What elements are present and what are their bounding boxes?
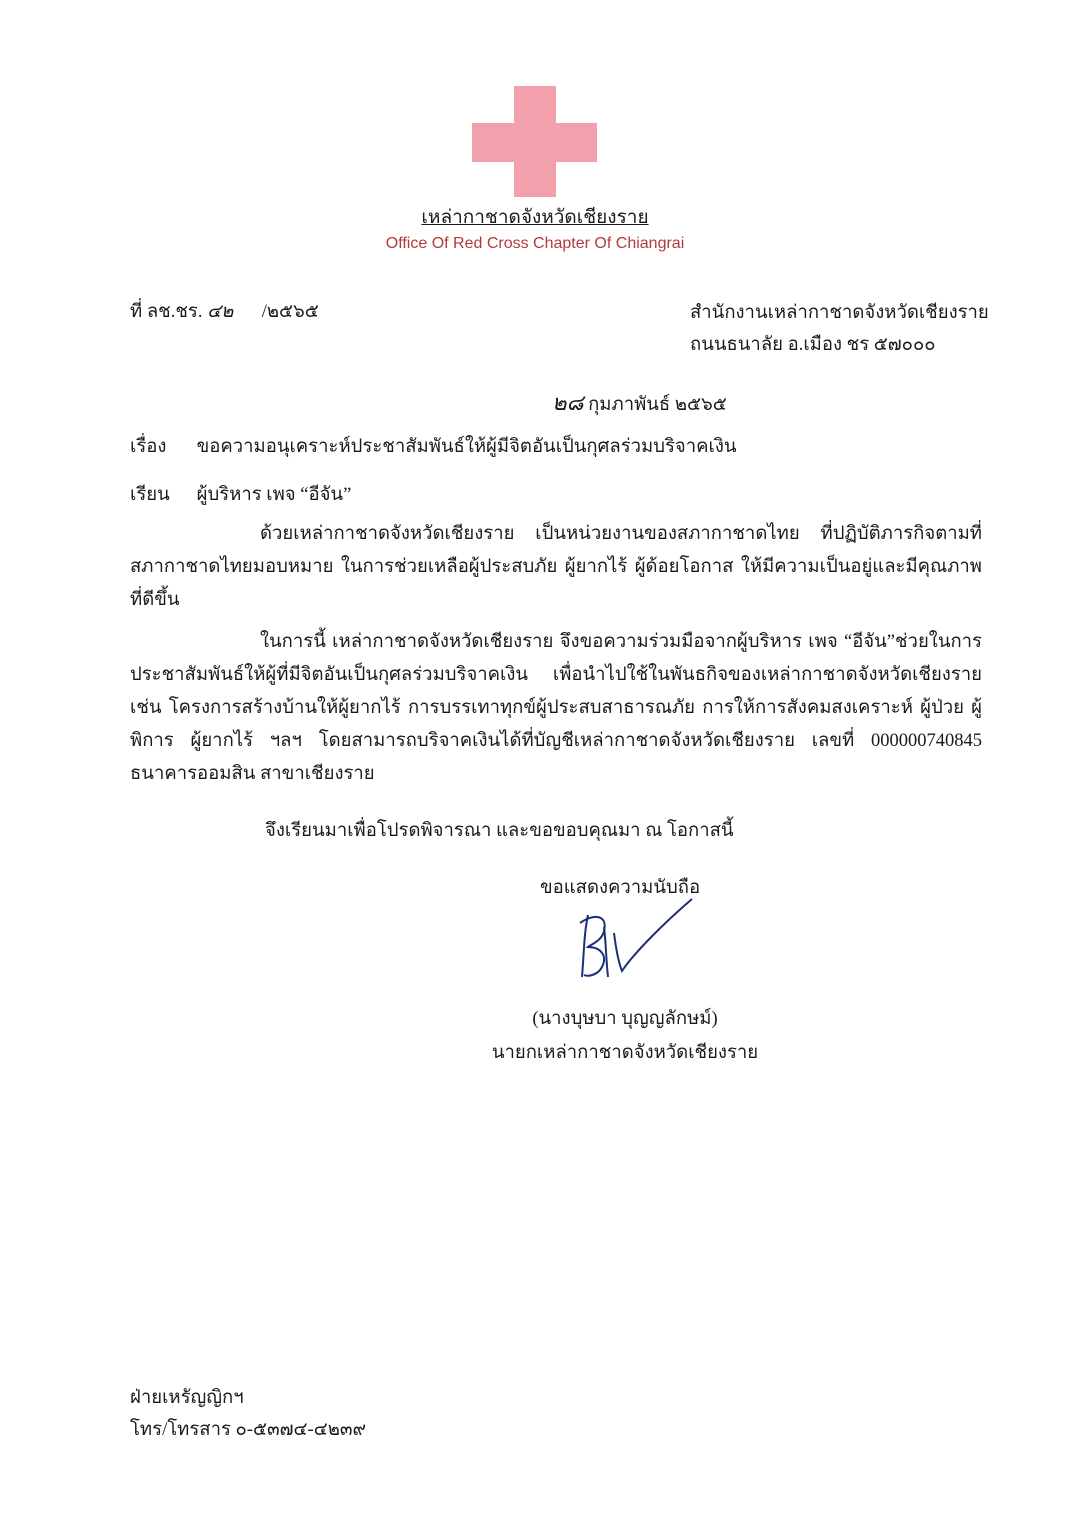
sender-address bbox=[690, 297, 989, 361]
handwritten-signature bbox=[574, 893, 698, 983]
footer-department: ฝ่ายเหรัญญิกฯ bbox=[130, 1388, 244, 1408]
org-name-thai: เหล่ากาชาดจังหวัดเชียงราย bbox=[421, 207, 649, 228]
footer-contact bbox=[130, 1382, 366, 1446]
subject-line bbox=[130, 432, 737, 461]
red-cross-logo bbox=[472, 86, 597, 197]
subject-label: เรื่อง bbox=[130, 437, 167, 457]
reference-number bbox=[130, 297, 319, 326]
reference-suffix: /๒๕๖๕ bbox=[261, 302, 319, 322]
address-line-2: ถนนธนาลัย อ.เมือง ชร ๕๗๐๐๐ bbox=[690, 335, 936, 355]
recipient-label: เรียน bbox=[130, 485, 170, 505]
address-line-1: สำนักงานเหล่ากาชาดจังหวัดเชียงราย bbox=[690, 303, 989, 323]
recipient-line bbox=[130, 480, 351, 509]
date-month-year: กุมภาพันธ์ ๒๕๖๕ bbox=[588, 395, 727, 415]
paragraph-2-text: ในการนี้ เหล่ากาชาดจังหวัดเชียงราย จึงขอความร่วมมือจากผู้บริหาร เพจ “อีจัน”ช่วยในการประชาสัมพันธ์ให้ผู้ที่มีจิตอันเป็นกุศลร่วมบริจาคเงิน เพื่อนำไปใช้ในพันธกิจของเหล่ากาชาดจังหวัดเชียงราย เช่น โครงการสร้างบ้านให้ผู้ยากไร้ การบรรเทาทุกข์ผู้ประสบสาธารณภัย การให้การสังคมสงเคราะห์ ผู้ป่วย ผู้พิการ ผู้ยากไร้ ฯลฯ โดยสามารถบริจาคเงินได้ที่บัญชีเหล่ากาชาดจังหวัดเชียงราย เลขที่ 000000740845 ธนาคารออมสิน สาขาเชียงราย bbox=[130, 632, 982, 784]
subject-text: ขอความอนุเคราะห์ประชาสัมพันธ์ให้ผู้มีจิตอันเป็นกุศลร่วมบริจาคเงิน bbox=[196, 437, 737, 457]
letter-date bbox=[552, 385, 727, 420]
recipient-text: ผู้บริหาร เพจ “อีจัน” bbox=[196, 485, 352, 505]
footer-phone: โทร/โทรสาร ๐-๕๓๗๔-๔๒๓๙ bbox=[130, 1420, 367, 1440]
body-paragraph-1 bbox=[130, 518, 982, 617]
reference-handwritten-number: ๔๒ bbox=[207, 301, 234, 322]
signer-title: นายกเหล่ากาชาดจังหวัดเชียงราย bbox=[491, 1043, 759, 1063]
reference-prefix: ที่ ลช.ชร. bbox=[130, 302, 203, 322]
date-handwritten-day: ๒๘ bbox=[552, 391, 584, 416]
body-paragraph-2 bbox=[130, 626, 982, 791]
closing-line: จึงเรียนมาเพื่อโปรดพิจารณา และขอขอบคุณมา ณ โอกาสนี้ bbox=[265, 821, 734, 841]
org-name-english: Office Of Red Cross Chapter Of Chiangrai bbox=[385, 235, 685, 252]
paragraph-1-text: ด้วยเหล่ากาชาดจังหวัดเชียงราย เป็นหน่วยงานของสภากาชาดไทย ที่ปฏิบัติภารกิจตามที่สภากาชาดไทยมอบหมาย ในการช่วยเหลือผู้ประสบภัย ผู้ยากไร้ ผู้ด้อยโอกาส ให้มีความเป็นอยู่และมีคุณภาพที่ดีขึ้น bbox=[130, 524, 982, 610]
regards-line: ขอแสดงความนับถือ bbox=[540, 878, 701, 898]
signer-name: (นางบุษบา บุญญลักษม์) bbox=[532, 1009, 718, 1029]
